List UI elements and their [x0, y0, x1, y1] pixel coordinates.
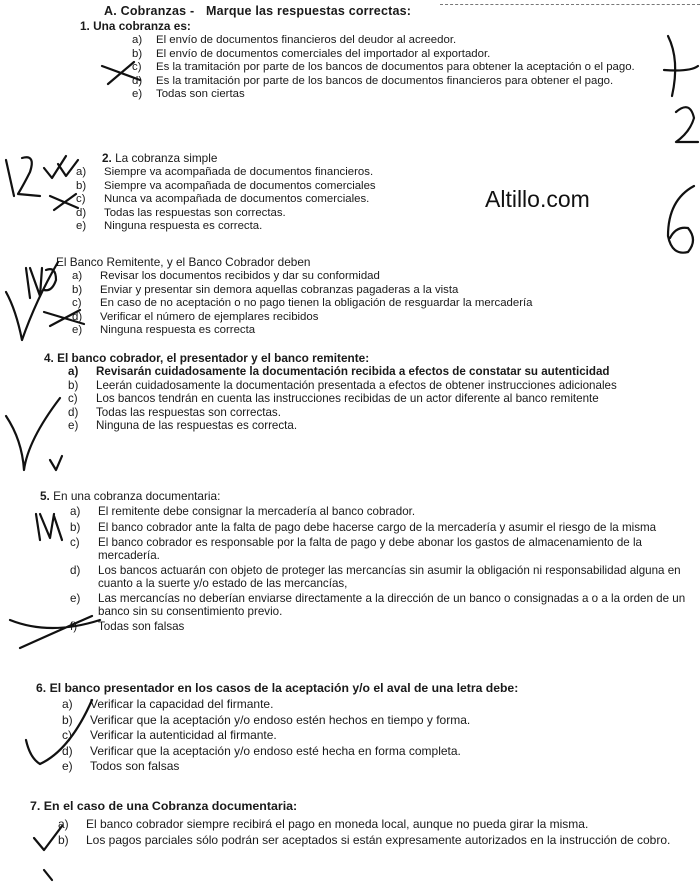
question-4 — [44, 352, 690, 433]
question-5 — [40, 490, 690, 634]
section-name: Cobranzas - — [120, 4, 195, 18]
section-letter: A. — [104, 4, 117, 18]
question-3 — [56, 256, 656, 337]
option-a: a) Siempre va acompañada de documentos financieros. — [76, 166, 374, 178]
option-d: d) Verificar que la aceptación y/o endoso esté hecha en forma completa. — [62, 743, 461, 758]
option-d: d) Los bancos actuarán con objeto de proteger las mercancías sin asumir la obligación ni responsabilidad alguna en cuanto a la suerte y/o estado de las mercancías, — [70, 564, 681, 590]
option-e: e) Ninguna respuesta es correcta — [72, 324, 256, 336]
check-mark-q3 — [6, 262, 58, 340]
watermark: Altillo.com — [485, 186, 590, 212]
margin-score-q2 — [6, 157, 40, 196]
option-d: d) Todas las respuestas son correctas. — [76, 206, 286, 219]
option-c: c) Es la tramitación por parte de los bancos de documentos para obtener la aceptación o el pago. — [132, 61, 635, 73]
option-a: a) El envío de documentos financieros del deudor al acreedor. — [132, 34, 457, 46]
check-mark-q4-e — [50, 456, 62, 470]
question-6 — [36, 682, 686, 773]
option-b: b) Verificar que la aceptación y/o endoso estén hechos en tiempo y forma. — [62, 712, 471, 727]
option-d: d) Verificar el número de ejemplares recibidos — [72, 310, 319, 323]
option-e: e) Ninguna de las respuestas es correcta. — [68, 419, 298, 432]
option-c: c) Los bancos tendrán en cuenta las instrucciones recibidas de un actor diferente al banco remitente — [68, 392, 599, 405]
top-dashed-line — [440, 4, 700, 5]
margin-mark-two — [676, 107, 698, 142]
option-d: d) Todas las respuestas son correctas. — [68, 405, 281, 419]
question-title: 6. El banco presentador en los casos de la aceptación y/o el aval de una letra debe: — [36, 681, 519, 695]
option-b: b) El banco cobrador ante la falta de pago debe hacerse cargo de la mercadería y asumir el riesgo de la misma — [70, 520, 657, 534]
option-e: e) Todos son falsas — [62, 759, 180, 773]
option-a: a) El banco cobrador siempre recibirá el pago en moneda local, aunque no pueda girar la misma. — [58, 817, 589, 831]
margin-mark-six — [668, 186, 694, 253]
option-c: c) En caso de no aceptación o no pago tienen la obligación de resguardar la mercadería — [72, 297, 533, 309]
question-7 — [30, 800, 690, 846]
question-1 — [80, 20, 660, 101]
question-title: 7. En el caso de una Cobranza documentaria: — [30, 799, 298, 813]
option-b: b) Los pagos parciales sólo podrán ser aceptados si están expresamente autorizados en la instrucción de cobro. — [58, 832, 671, 847]
option-c: c) Verificar la autenticidad al firmante. — [62, 728, 277, 742]
option-d: d) Es la tramitación por parte de los bancos de documentos financieros para obtener el pago. — [132, 74, 614, 87]
option-b: b) Enviar y presentar sin demora aquellas cobranzas pagaderas a la vista — [72, 283, 459, 296]
option-a: a) El remitente debe consignar la mercadería al banco cobrador. — [70, 505, 416, 518]
option-b: b) Siempre va acompañada de documentos comerciales — [76, 179, 376, 192]
margin-mark-top-right — [664, 36, 698, 96]
option-b: b) El envío de documentos comerciales del importador al exportador. — [132, 47, 491, 60]
section-instruction: Marque las respuestas correctas: — [206, 4, 412, 18]
option-a: a) Revisar los documentos recibidos y dar su conformidad — [72, 270, 380, 282]
question-title: 2. La cobranza simple — [102, 151, 218, 165]
option-e: e) Las mercancías no deberían enviarse directamente a la dirección de un banco o consignadas a o a la orden de un banco sin su consentimiento previo. — [70, 592, 686, 618]
option-e: e) Ninguna respuesta es correcta. — [76, 220, 263, 232]
option-c: c) El banco cobrador es responsable por la falta de pago y debe abonar los gastos de almacenamiento de la mercadería. — [70, 536, 642, 562]
question-2 — [60, 152, 460, 233]
option-f: f) Todas son falsas — [70, 620, 185, 633]
question-title: 5. En una cobranza documentaria: — [40, 489, 221, 503]
question-title: El Banco Remitente, y el Banco Cobrador deben — [56, 255, 311, 269]
option-b: b) Leerán cuidadosamente la documentación presentada a efectos de obtener instrucciones adicionales — [68, 378, 617, 392]
option-a: a) Verificar la capacidad del firmante. — [62, 697, 274, 711]
option-c: c) Nunca va acompañada de documentos comerciales. — [76, 193, 370, 205]
option-e: e) Todas son ciertas — [132, 88, 245, 100]
question-title: 1. Una cobranza es: — [80, 19, 191, 33]
section-title — [104, 4, 411, 18]
question-title: 4. El banco cobrador, el presentador y el banco remitente: — [44, 351, 370, 365]
option-a: a) Revisarán cuidadosamente la documentación recibida a efectos de constatar su autenticidad — [68, 365, 610, 378]
margin-score-q3 — [26, 268, 56, 298]
